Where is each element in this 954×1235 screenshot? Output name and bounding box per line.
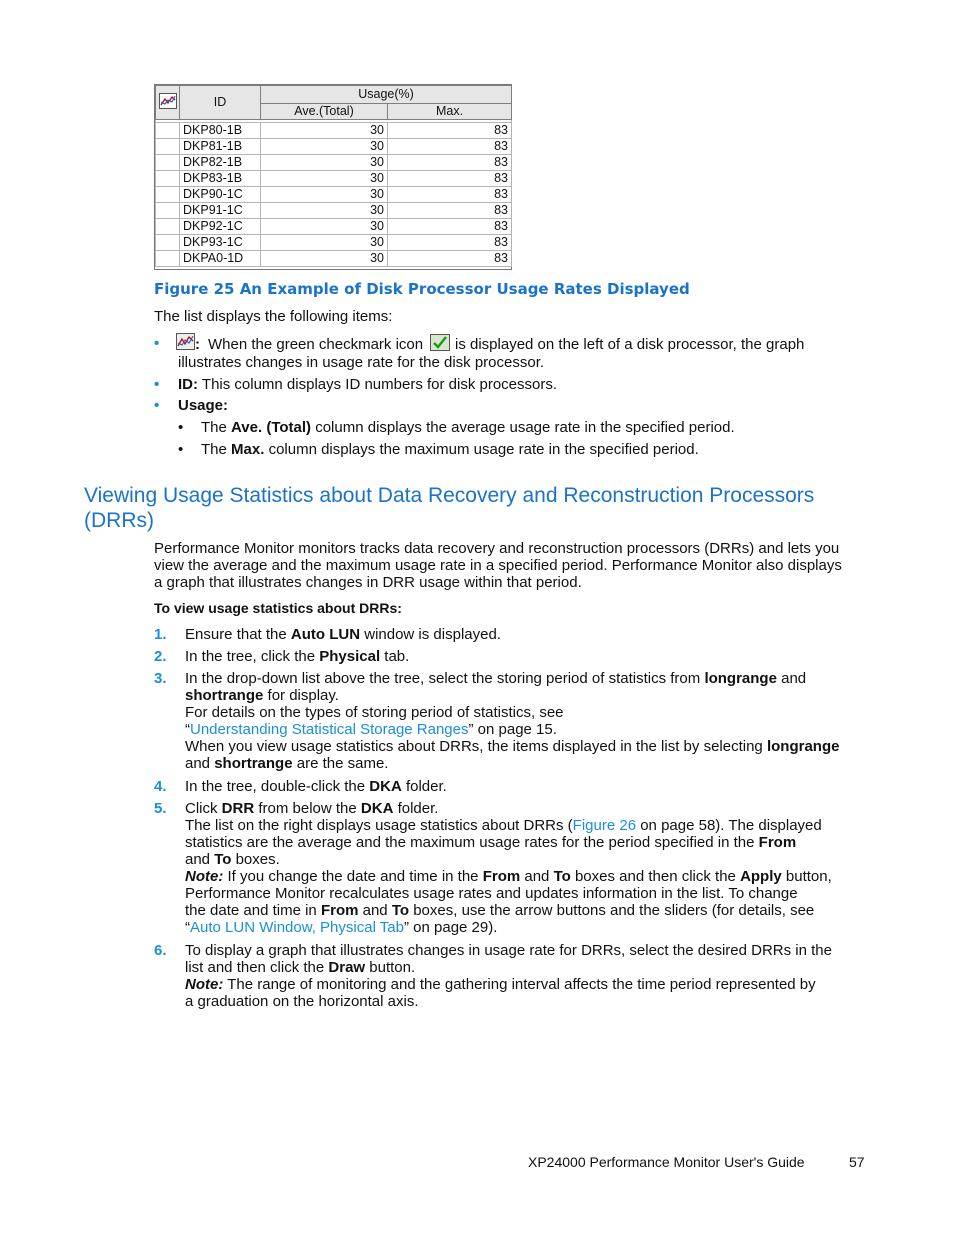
link-storage-ranges[interactable]: Understanding Statistical Storage Ranges [190,721,469,738]
checkmark-icon [430,334,450,351]
graph-toggle-header[interactable] [156,86,180,120]
usage-table-screenshot [154,84,512,270]
row-max: 83 [388,155,512,171]
row-graph-checkbox[interactable] [156,187,180,203]
footer-title: XP24000 Performance Monitor User's Guide [528,1154,805,1170]
row-graph-checkbox[interactable] [156,203,180,219]
row-id: DKP92-1C [180,219,261,235]
row-graph-checkbox[interactable] [156,251,180,267]
row-graph-checkbox[interactable] [156,235,180,251]
row-max: 83 [388,171,512,187]
table-row[interactable] [156,251,512,267]
max-column-header[interactable]: Max. [388,104,512,120]
row-ave: 30 [261,123,388,139]
usage-column-header: Usage(%) [261,86,512,104]
row-id: DKP90-1C [180,187,261,203]
row-ave: 30 [261,219,388,235]
row-graph-checkbox[interactable] [156,219,180,235]
step-3: 3. In the drop-down list above the tree, select the storing period of statistics from longrange and shortrange for display. For details on the types of storing period of statistics, see “Understanding Statistical Storage Ranges” on page 15. When you view usage statistics about DRRs, the items displayed in the list by selecting longrange and shortrange are the same. [154,670,840,772]
row-graph-checkbox[interactable] [156,155,180,171]
table-row[interactable] [156,203,512,219]
ave-column-header[interactable]: Ave.(Total) [261,104,388,120]
intro-text: The list displays the following items: [154,308,393,325]
row-ave: 30 [261,171,388,187]
row-max: 83 [388,203,512,219]
row-ave: 30 [261,251,388,267]
sub-bullet-max: • The Max. column displays the maximum usage rate in the specified period. [178,441,699,458]
row-ave: 30 [261,203,388,219]
row-max: 83 [388,219,512,235]
figure-caption: Figure 25 An Example of Disk Processor Usage Rates Displayed [154,280,690,298]
row-id: DKP81-1B [180,139,261,155]
link-auto-lun-window[interactable]: Auto LUN Window, Physical Tab [190,919,404,936]
table-row[interactable] [156,123,512,139]
row-ave: 30 [261,187,388,203]
row-id: DKPA0-1D [180,251,261,267]
table-row[interactable] [156,139,512,155]
step-6: 6. To display a graph that illustrates changes in usage rate for DRRs, select the desired DRRs in the list and then click the Draw button. Note: The range of monitoring and the gathering interval affects the time period represented by a graduation on the horizontal axis. [154,942,832,1010]
bullet1-text-c: illustrates changes in usage rate for the disk processor. [178,354,545,371]
row-ave: 30 [261,235,388,251]
graph-icon [176,333,195,350]
row-ave: 30 [261,155,388,171]
procedure-title: To view usage statistics about DRRs: [154,600,402,616]
row-id: DKP83-1B [180,171,261,187]
row-max: 83 [388,187,512,203]
table-row[interactable] [156,235,512,251]
row-graph-checkbox[interactable] [156,123,180,139]
table-row[interactable] [156,187,512,203]
row-max: 83 [388,251,512,267]
link-figure-26[interactable]: Figure 26 [572,817,637,834]
row-max: 83 [388,235,512,251]
page-number: 57 [849,1154,865,1170]
step-5: 5. Click DRR from below the DKA folder. The list on the right displays usage statistics about DRRs (Figure 26 on page 58). The displayed statistics are the average and the maximum usage rates for the period specified in the From and To boxes. Note: If you change the date and time in the From and To boxes and then click the Apply button, Performance Monitor recalculates usage rates and updates information in the list. To change the date and time in From and To boxes, use the arrow buttons and the sliders (for details, see “Auto LUN Window, Physical Tab” on page 29). [154,800,832,936]
row-ave: 30 [261,139,388,155]
row-max: 83 [388,139,512,155]
row-id: DKP93-1C [180,235,261,251]
table-row[interactable] [156,219,512,235]
step-4: 4. In the tree, double-click the DKA folder. [154,778,447,795]
bullet-id: • ID: This column displays ID numbers for disk processors. [154,376,558,393]
row-id: DKP82-1B [180,155,261,171]
table-row[interactable] [156,155,512,171]
section-heading: Viewing Usage Statistics about Data Recovery and Reconstruction Processors (DRRs) [84,484,815,532]
graph-icon [159,93,177,109]
row-id: DKP80-1B [180,123,261,139]
step-1: 1. Ensure that the Auto LUN window is displayed. [154,626,501,643]
row-graph-checkbox[interactable] [156,139,180,155]
body-paragraph: Performance Monitor monitors tracks data recovery and reconstruction processors (DRRs) and lets you view the average and the maximum usage rate in a specified period. Performance Monitor also displays a graph that illustrates changes in DRR usage within that period. [154,540,842,591]
bullet1-text-a: When the green checkmark icon [208,336,424,353]
table-row[interactable] [156,171,512,187]
bullet1-text-b: is displayed on the left of a disk processor, the graph [455,336,805,353]
row-max: 83 [388,123,512,139]
row-graph-checkbox[interactable] [156,171,180,187]
usage-table [155,85,512,267]
bullet-usage: • Usage: [154,397,229,414]
id-column-header[interactable]: ID [180,86,261,120]
row-id: DKP91-1C [180,203,261,219]
sub-bullet-ave: • The Ave. (Total) column displays the average usage rate in the specified period. [178,419,735,436]
bullet-colon: : [195,336,200,353]
step-2: 2. In the tree, click the Physical tab. [154,648,410,665]
